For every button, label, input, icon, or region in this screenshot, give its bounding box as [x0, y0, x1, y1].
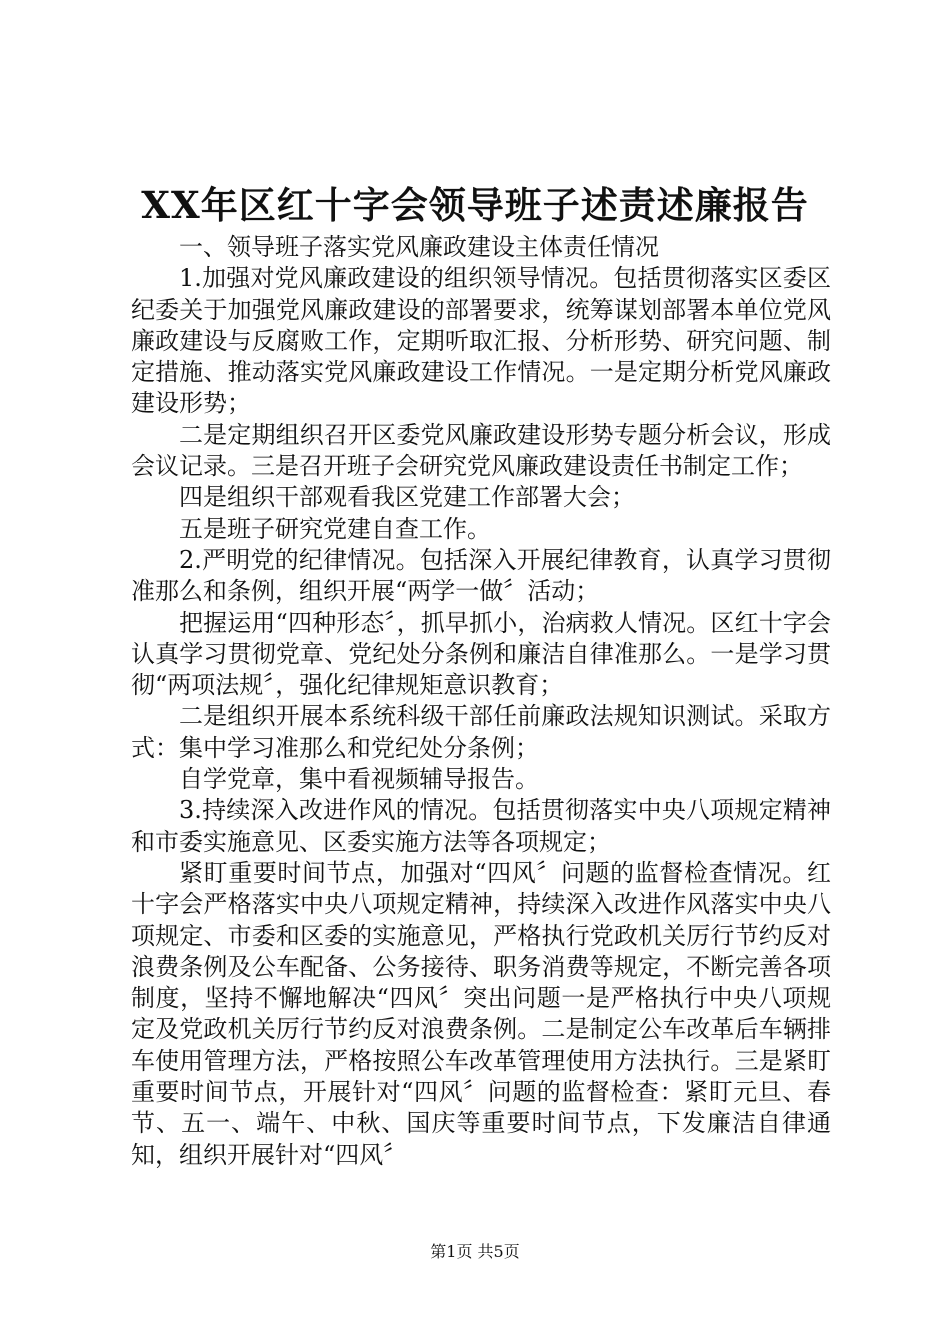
- paragraph: 二是定期组织召开区委党风廉政建设形势专题分析会议，形成会议记录。三是召开班子会研究党风廉政建设责任书制定工作；: [131, 420, 831, 481]
- paragraph: 把握运用“四种形态〞，抓早抓小，治病救人情况。区红十字会认真学习贯彻党章、党纪处分条例和廉洁自律准那么。一是学习贯彻“两项法规〞，强化纪律规矩意识教育；: [131, 608, 831, 700]
- paragraph: 2.严明党的纪律情况。包括深入开展纪律教育，认真学习贯彻准那么和条例，组织开展“两学一做〞活动；: [131, 545, 831, 606]
- paragraph: 自学党章，集中看视频辅导报告。: [179, 765, 539, 794]
- paragraph: 3.持续深入改进作风的情况。包括贯彻落实中央八项规定精神和市委实施意见、区委实施方法等各项规定；: [131, 796, 831, 856]
- paragraph: 四是组织干部观看我区党建工作部署大会；: [179, 483, 635, 512]
- page-number: 第1页 共5页: [430, 1242, 520, 1261]
- paragraph: 二是组织开展本系统科级干部任前廉政法规知识测试。采取方式：集中学习准那么和党纪处分条例；: [131, 702, 831, 762]
- paragraph: 1.加强对党风廉政建设的组织领导情况。包括贯彻落实区委区纪委关于加强党风廉政建设的部署要求，统筹谋划部署本单位党风廉政建设与反腐败工作，定期听取汇报、分析形势、研究问题、制定措施、推动落实党风廉政建设工作情况。一是定期分析党风廉政建设形势；: [131, 264, 831, 418]
- paragraph: 紧盯重要时间节点，加强对“四风〞问题的监督检查情况。红十字会严格落实中央八项规定精神，持续深入改进作风落实中央八项规定、市委和区委的实施意见，严格执行党政机关厉行节约反对浪费条例及公车配备、公务接待、职务消费等规定，不断完善各项制度，坚持不懈地解决“四风〞突出问题一是严格执行中央八项规定及党政机关厉行节约反对浪费条例。二是制定公车改革后车辆排车使用管理方法，严格按照公车改革管理使用方法执行。三是紧盯重要时间节点，开展针对“四风〞问题的监督检查：紧盯元旦、春节、五一、端午、中秋、国庆等重要时间节点，下发廉洁自律通知，组织开展针对“四风〞: [131, 858, 831, 1169]
- section-heading: 一、领导班子落实党风廉政建设主体责任情况: [179, 233, 659, 261]
- document-body: [131, 232, 831, 1171]
- document-title: XX年区红十字会领导班子述责述廉报告: [141, 183, 809, 227]
- paragraph: 五是班子研究党建自查工作。: [179, 514, 491, 543]
